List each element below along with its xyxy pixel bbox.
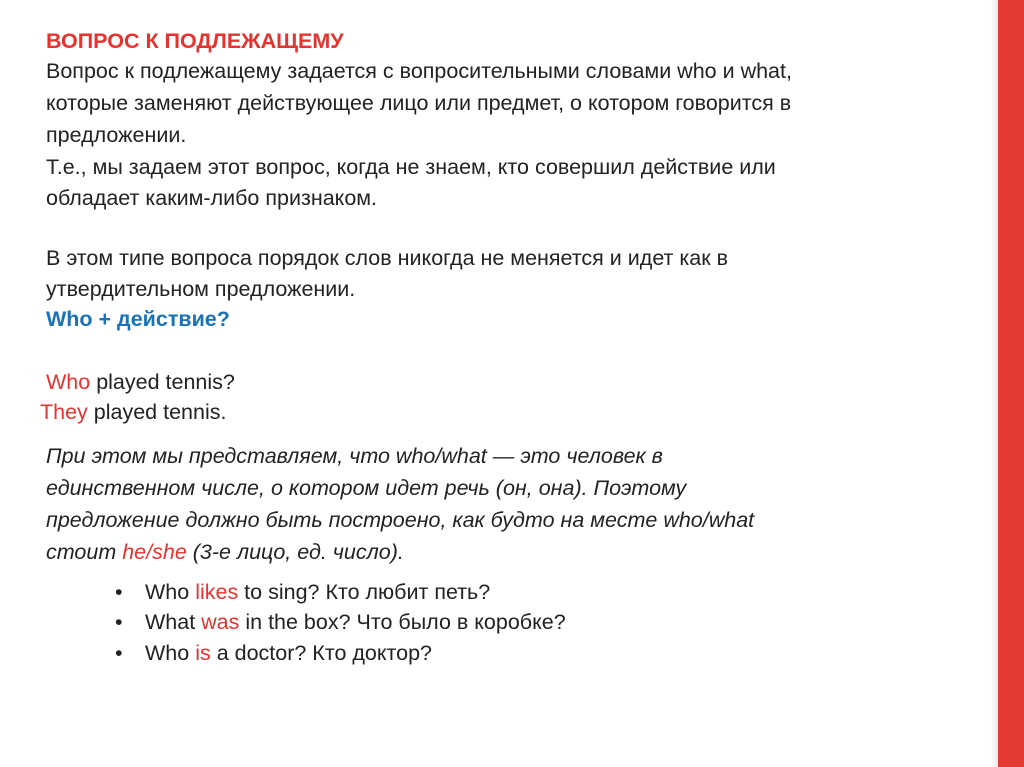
bullet-verb: likes	[195, 580, 239, 604]
intro-line: Т.е., мы задаем этот вопрос, когда не знаем, кто совершил действие или	[46, 155, 776, 179]
example-answer-they: They	[40, 400, 88, 424]
intro-line: Вопрос к подлежащему задается с вопросительными словами who и what,	[46, 59, 792, 83]
bullet-text: in the box? Что было в коробке?	[239, 610, 566, 634]
bullet-text: to sing? Кто любит петь?	[238, 580, 491, 604]
bullet-item	[145, 638, 432, 668]
slide-title: ВОПРОС К ПОДЛЕЖАЩЕМУ	[46, 29, 344, 53]
accent-bar	[998, 0, 1024, 767]
intro-line: предложении.	[46, 123, 187, 147]
bullet-verb: was	[201, 610, 240, 634]
bullet-icon: •	[115, 641, 123, 665]
bullet-icon: •	[115, 580, 123, 604]
bullet-verb: is	[195, 641, 211, 665]
formula: Who + действие?	[46, 307, 230, 331]
intro-line: которые заменяют действующее лицо или предмет, о котором говорится в	[46, 91, 792, 115]
bullet-text: a doctor? Кто доктор?	[210, 641, 432, 665]
note-line-last	[46, 537, 404, 567]
intro-line: обладает каким-либо признаком.	[46, 186, 378, 210]
bullet-item	[145, 577, 490, 607]
example-question	[46, 367, 235, 397]
note-line: предложение должно быть построено, как будто на месте who/what	[46, 508, 755, 532]
example-answer-rest: played tennis.	[87, 400, 227, 424]
example-question-rest: played tennis?	[90, 370, 235, 394]
note-text: (3-е лицо, ед. число).	[186, 540, 404, 564]
note-text: стоит	[46, 540, 123, 564]
example-question-who: Who	[46, 370, 91, 394]
note-line: единственном числе, о котором идет речь (он, она). Поэтому	[46, 476, 687, 500]
bullet-item	[145, 607, 566, 637]
slide-edge-shadow	[990, 0, 998, 767]
bullet-icon: •	[115, 610, 123, 634]
bullet-text: What	[145, 610, 202, 634]
bullet-text: Who	[145, 641, 196, 665]
order-line: утвердительном предложении.	[46, 277, 356, 301]
order-line: В этом типе вопроса порядок слов никогда не меняется и идет как в	[46, 246, 729, 270]
note-highlight: he/she	[122, 540, 187, 564]
bullet-text: Who	[145, 580, 196, 604]
example-answer	[40, 397, 226, 427]
note-line: При этом мы представляем, что who/what — это человек в	[46, 444, 663, 468]
